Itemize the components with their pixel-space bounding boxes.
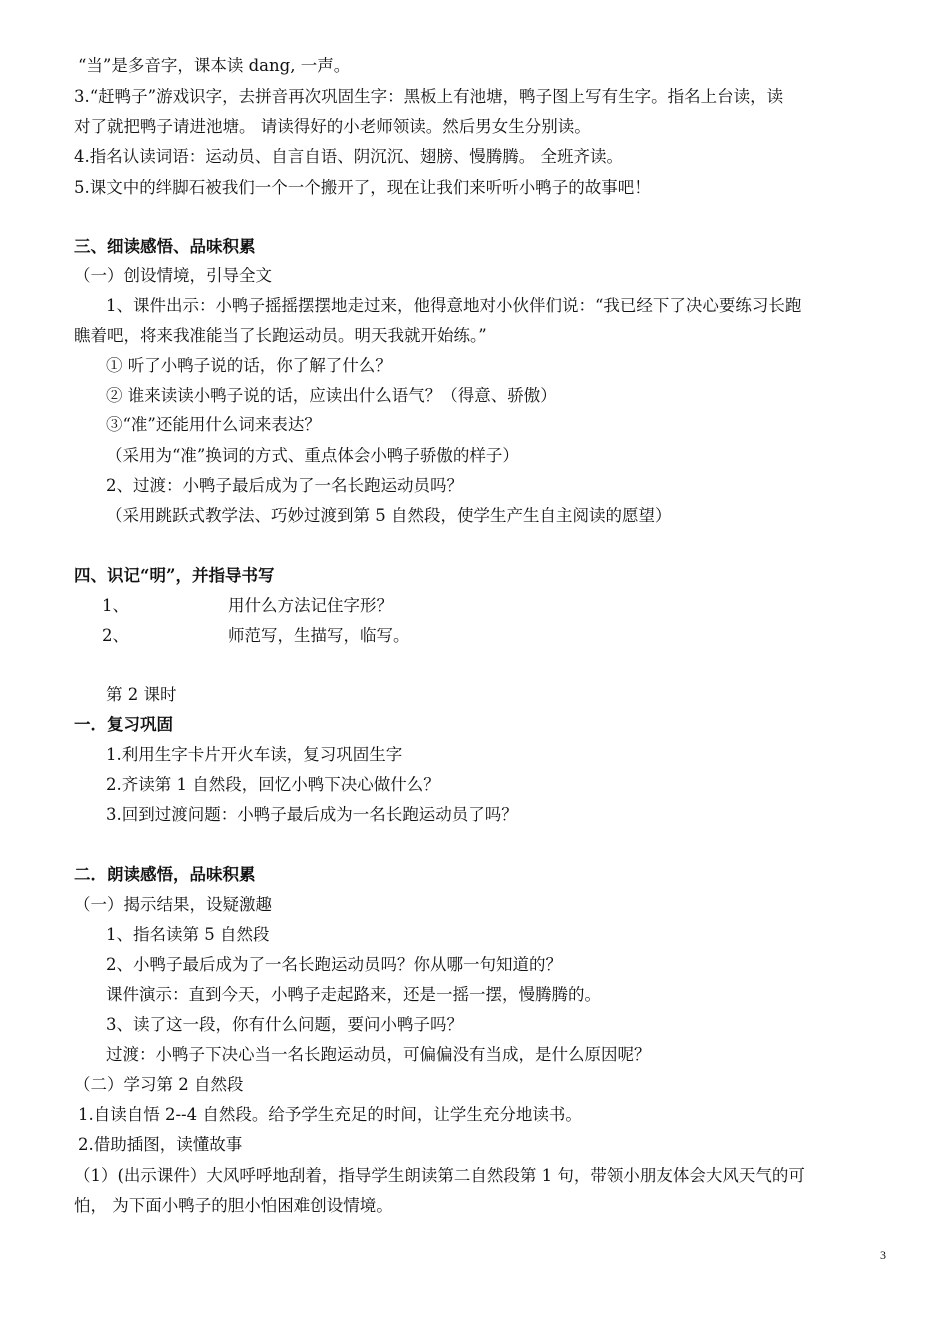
text-line: 3.回到过渡问题：小鸭子最后成为一名长跑运动员了吗？: [106, 805, 518, 824]
lesson-heading: 第 2 课时: [106, 685, 177, 704]
text-line: 2、过渡：小鸭子最后成为了一名长跑运动员吗？: [106, 476, 463, 495]
text-line: 3、读了这一段，你有什么问题，要问小鸭子吗？: [106, 1015, 463, 1034]
text-line: 3.“赶鸭子”游戏识字，去拼音再次巩固生字：黑板上有池塘，鸭子图上写有生字。指名上台读，读: [74, 87, 784, 106]
list-item: 用什么方法记住字形？: [228, 596, 393, 615]
text-line: ② 谁来读读小鸭子说的话，应读出什么语气？（得意、骄傲）: [106, 386, 557, 405]
list-item: 师范写，生描写，临写。: [228, 626, 410, 645]
text-line: 过渡：小鸭子下决心当一名长跑运动员，可偏偏没有当成，是什么原因呢？: [106, 1045, 651, 1064]
text-line: ① 听了小鸭子说的话，你了解了什么？: [106, 356, 392, 375]
text-line: 怕， 为下面小鸭子的胆小怕困难创设情境。: [74, 1196, 393, 1215]
text-line: 课件演示：直到今天，小鸭子走起路来，还是一摇一摆，慢腾腾的。: [106, 985, 601, 1004]
text-line: “当”是多音字，课本读 dang, 一声。: [78, 56, 351, 75]
text-line: 2.齐读第 1 自然段，回忆小鸭下决心做什么？: [106, 775, 440, 794]
text-line: 1.利用生字卡片开火车读，复习巩固生字: [106, 745, 403, 764]
subsection-heading: （二）学习第 2 自然段: [74, 1075, 244, 1094]
page-number: 3: [880, 1248, 886, 1262]
section-heading: 一．复习巩固: [74, 715, 173, 734]
text-line: 对了就把鸭子请进池塘。 请读得好的小老师领读。然后男女生分别读。: [74, 117, 591, 136]
section-heading: 二．朗读感悟，品味积累: [74, 865, 256, 884]
text-line: 1、课件出示：小鸭子摇摇摆摆地走过来，他得意地对小伙伴们说：“我已经下了决心要练习长跑: [106, 296, 802, 315]
text-line: 5.课文中的绊脚石被我们一个一个搬开了，现在让我们来听听小鸭子的故事吧！: [74, 178, 651, 197]
text-line: 瞧着吧，将来我准能当了长跑运动员。明天我就开始练。”: [74, 326, 487, 345]
list-number: 2、: [102, 626, 129, 645]
text-line: ③“准”还能用什么词来表达？: [106, 415, 321, 434]
list-number: 1、: [102, 596, 129, 615]
text-line: 1.自读自悟 2--4 自然段。给予学生充足的时间，让学生充分地读书。: [78, 1105, 582, 1124]
subsection-heading: （一）创设情境，引导全文: [74, 266, 272, 285]
text-line: 1、指名读第 5 自然段: [106, 925, 270, 944]
subsection-heading: （一）揭示结果，设疑激趣: [74, 895, 272, 914]
text-line: 2.借助插图，读懂故事: [78, 1135, 243, 1154]
text-line: 2、小鸭子最后成为了一名长跑运动员吗？你从哪一句知道的？: [106, 955, 562, 974]
section-heading: 三、细读感悟、品味积累: [74, 237, 256, 256]
section-heading: 四、识记“明”，并指导书写: [74, 566, 275, 585]
text-line: （采用跳跃式教学法、巧妙过渡到第 5 自然段，使学生产生自主阅读的愿望）: [106, 506, 672, 525]
text-line: （采用为“准”换词的方式、重点体会小鸭子骄傲的样子）: [106, 446, 519, 465]
text-line: 4.指名认读词语：运动员、自言自语、阴沉沉、翅膀、慢腾腾。 全班齐读。: [74, 147, 623, 166]
text-line: （1）(出示课件）大风呼呼地刮着，指导学生朗读第二自然段第 1 句，带领小朋友体会大风天气的可: [74, 1166, 805, 1185]
